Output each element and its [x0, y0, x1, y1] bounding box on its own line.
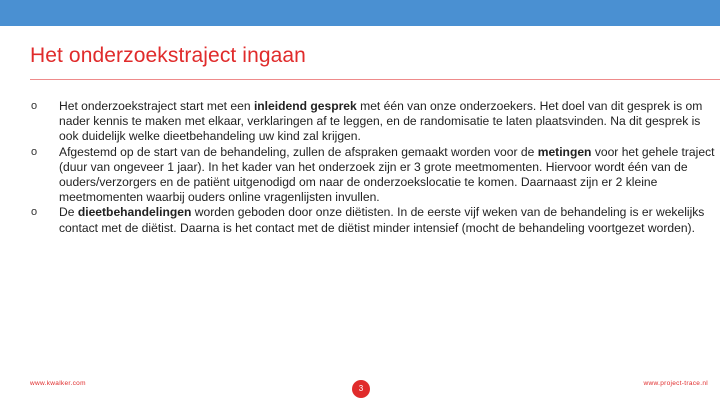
- footer-website-left[interactable]: www.kwalker.com: [30, 380, 86, 387]
- bullet-text-post: met één van onze onderzoekers. Het doel van dit gesprek is om nader kennis te maken met elkaar, verklaringen af te leggen, en de randomisatie te laten plaatsvinden. Na dit gesprek is ook duidelijk welke dieetbehandeling uw kind zal krijgen.: [59, 99, 703, 144]
- slide-title: Het onderzoekstraject ingaan: [30, 44, 306, 67]
- bullet-text: [59, 145, 718, 206]
- bullet-text-post: voor het gehele traject (duur van ongeveer 1 jaar). In het kader van het onderzoek zijn er 3 grote meetmomenten. Hiervoor wordt één van de ouders/verzorgers en de patiënt uitgenodigd om naar de onderzoekslocatie te komen. Daarnaast zijn er 2 kleine meetmomenten waarbij ouders online vragenlijsten invullen.: [59, 144, 715, 205]
- bullet-marker: o: [31, 100, 38, 112]
- bullet-text-pre: Afgestemd op de start van de behandeling, zullen de afspraken gemaakt worden voor de: [59, 144, 538, 159]
- bullet-text-bold: inleidend gesprek: [253, 99, 357, 113]
- title-divider: [30, 79, 720, 80]
- bullet-marker: o: [31, 206, 38, 219]
- bullet-text-bold: dieetbehandelingen: [77, 205, 192, 220]
- bullet-item-intake: [30, 99, 718, 145]
- bullet-item-metingen: [30, 145, 718, 206]
- page-number-badge: 3: [352, 380, 370, 398]
- bullet-text-pre: Het onderzoekstraject start met een: [59, 99, 254, 113]
- bullet-text: [59, 99, 718, 145]
- top-banner: [0, 0, 720, 26]
- bullet-list: [30, 99, 718, 236]
- footer-website-right[interactable]: www.project-trace.nl: [643, 380, 708, 387]
- bullet-text-bold: metingen: [537, 144, 592, 159]
- bullet-marker: o: [31, 145, 38, 158]
- bullet-text: [59, 205, 718, 235]
- bullet-item-dieetbehandelingen: [30, 205, 718, 235]
- bullet-text-post: worden geboden door onze diëtisten. In de eerste vijf weken van de behandeling is er wekelijks contact met de diëtist. Daarna is het contact met de diëtist minder intensief (mocht de behandeling voortgezet worden).: [59, 205, 705, 235]
- bullet-text-pre: De: [59, 205, 78, 220]
